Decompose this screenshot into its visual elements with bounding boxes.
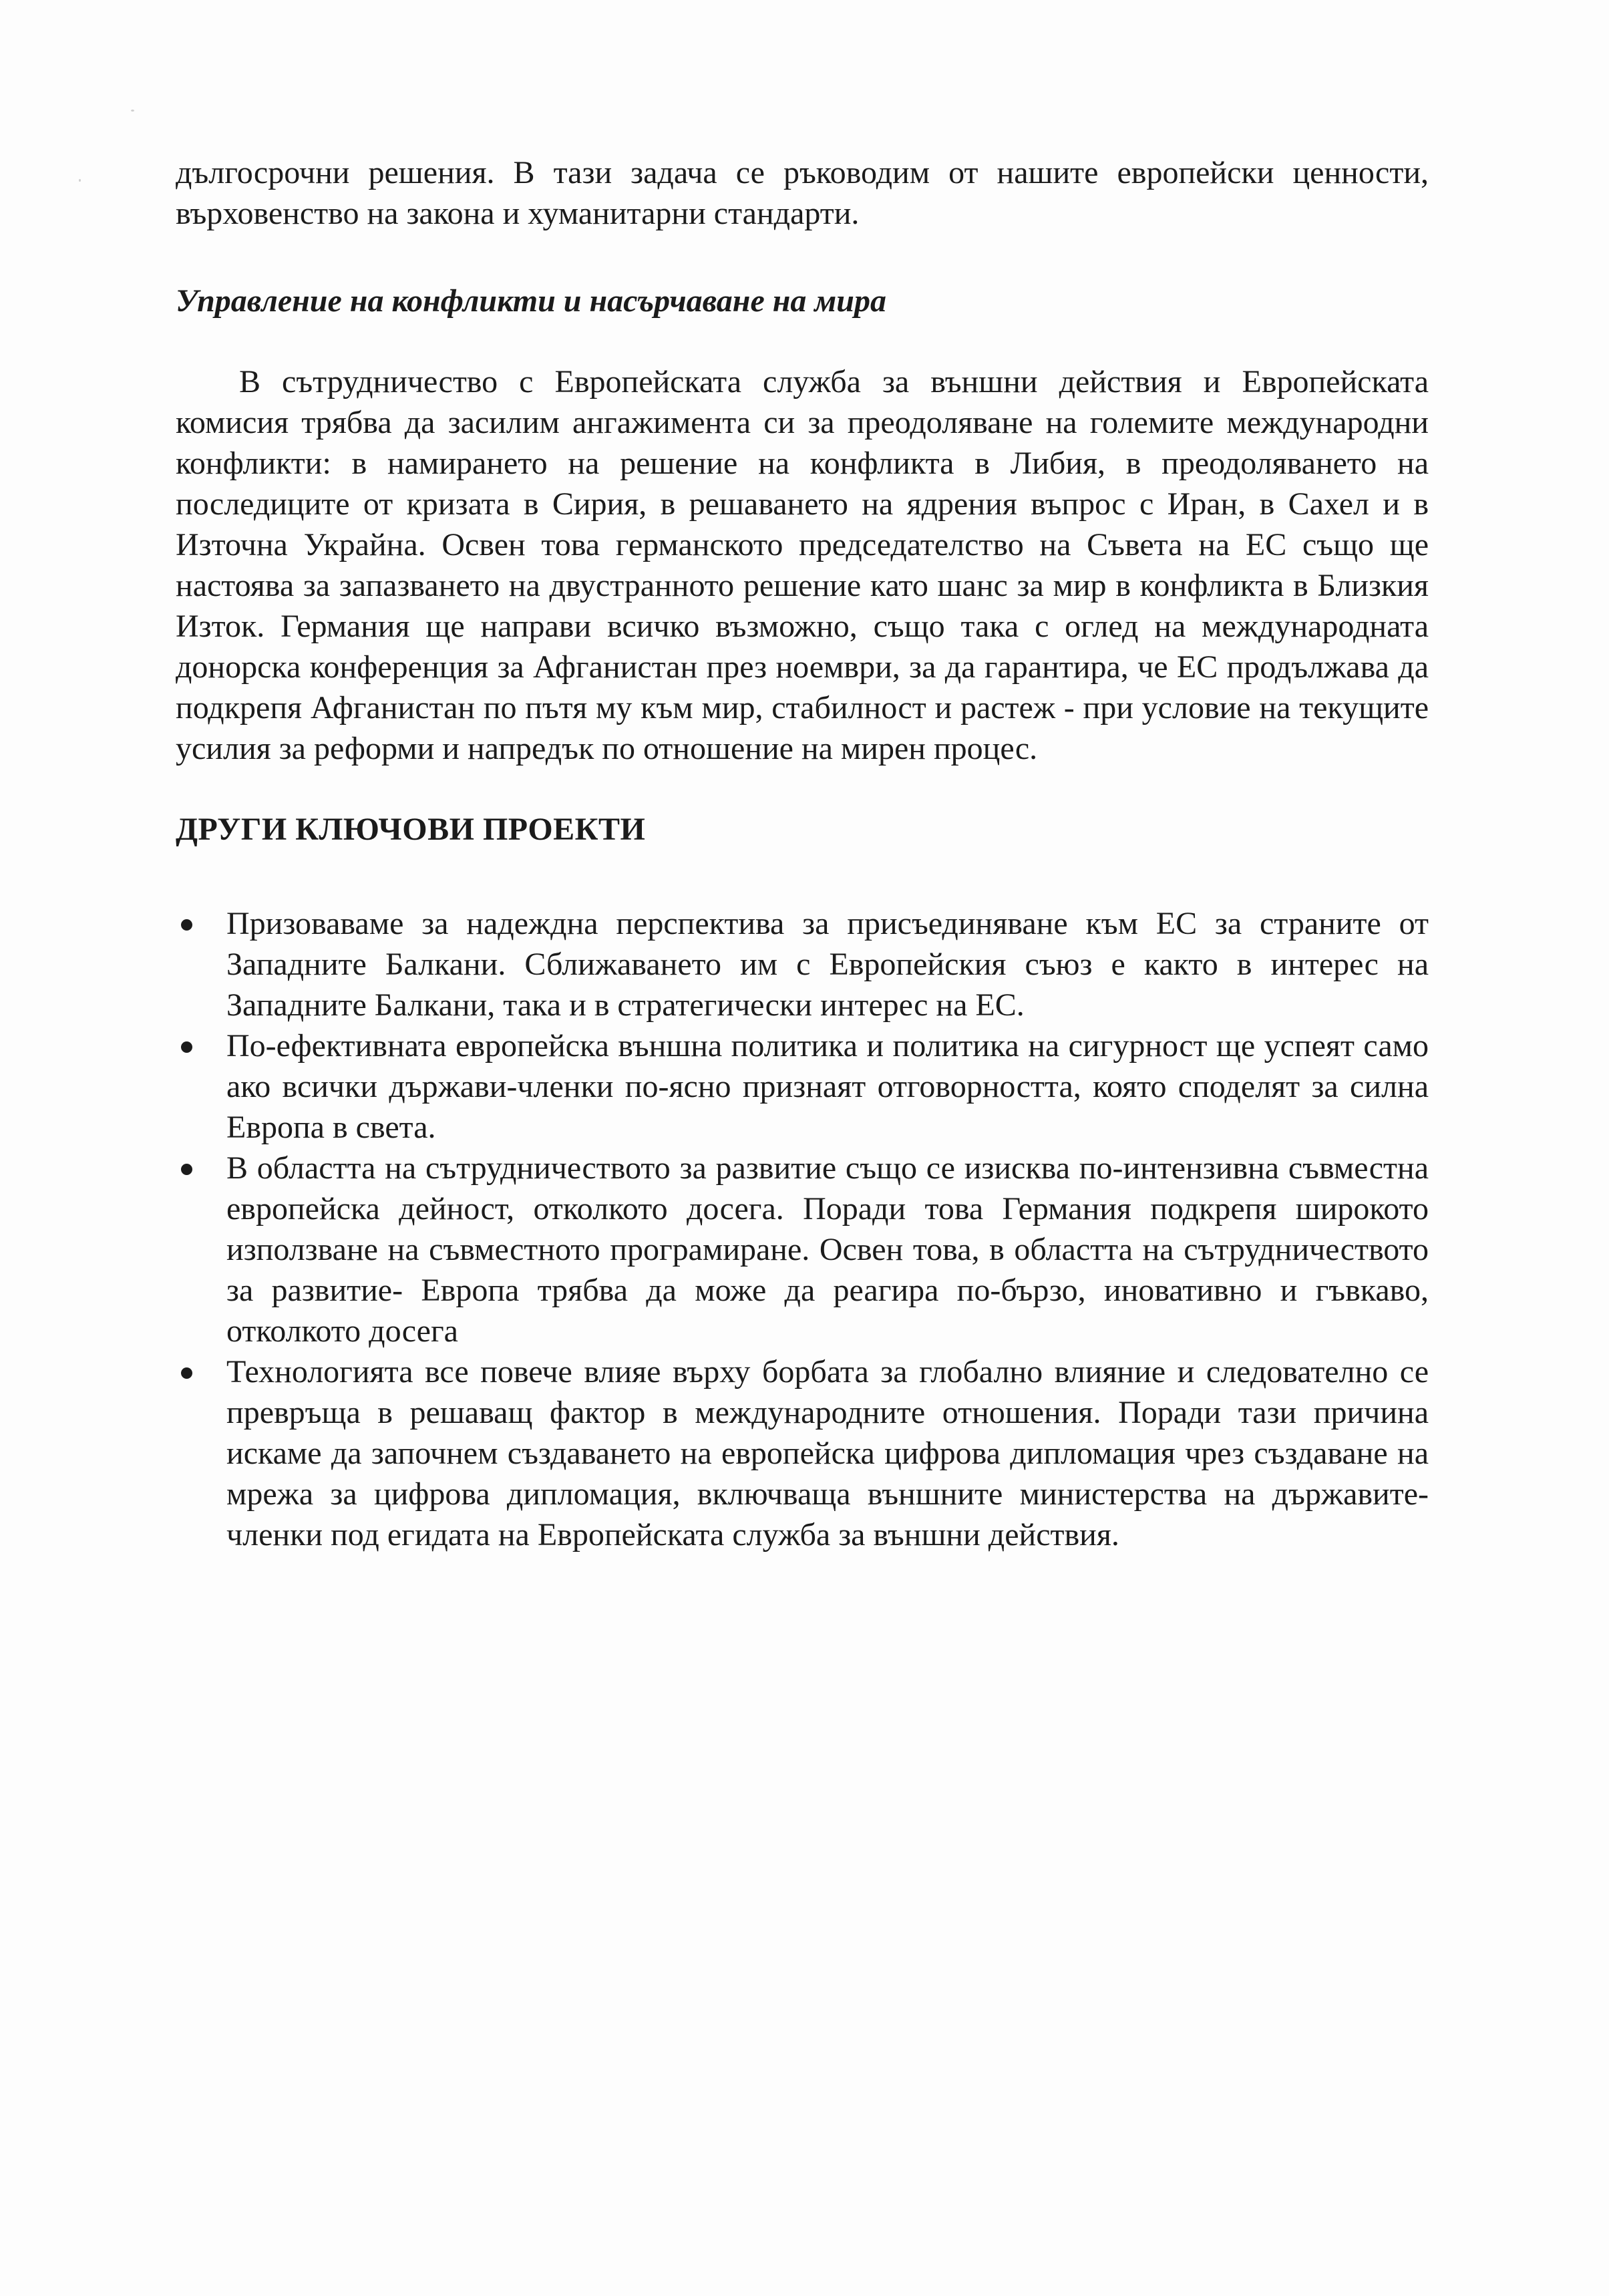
bullet-icon [181, 919, 192, 931]
list-item-text: В областта на сътрудничеството за развитие също се изисква по-интензивна съвместна европейска дейност, отколкото досега. Поради това Германия подкрепя широкото използване на съвместното програмиране. Освен това, в областта на сътрудничеството за развитие- Европа трябва да може да реагира по-бързо, иновативно и гъвкаво, отколкото досега [226, 1150, 1429, 1349]
document-body [176, 152, 1429, 1555]
list-item-text: Технологията все повече влияе върху борбата за глобално влияние и следователно се превръща в решаващ фактор в международните отношения. Поради тази причина искаме да започнем създаването на европейска цифрова дипломация чрез създаване на мрежа за цифрова дипломация, включваща външните министерства на държавите-членки под егидата на Европейската служба за външни действия. [226, 1354, 1429, 1552]
section-heading-other-projects: ДРУГИ КЛЮЧОВИ ПРОЕКТИ [176, 812, 646, 847]
list-item-text: По-ефективната европейска външна политика и политика на сигурност ще успеят само ако всички държави-членки по-ясно признаят отговорността, която споделят за силна Европа в света. [226, 1028, 1429, 1145]
conflict-paragraph: В сътрудничество с Европейската служба за външни действия и Европейската комисия трябва да засилим ангажимента си за преодоляване на големите международни конфликти: в намирането на решение на конфликта в Либия, в преодоляването на последиците от кризата в Сирия, в решаването на ядрения въпрос с Иран, в Сахел и в Източна Украйна. Освен това германското председателство на Съвета на ЕС също ще настоява за запазването на двустранното решение като шанс за мир в конфликта в Близкия Изток. Германия ще направи всичко възможно, също така с оглед на международната донорска конференция за Афганистан през ноември, за да гарантира, че ЕС продължава да подкрепя Афганистан по пътя му към мир, стабилност и растеж - при условие на текущите усилия за реформи и напредък по отношение на мирен процес. [176, 364, 1429, 766]
projects-bullet-list [176, 903, 1429, 1555]
intro-paragraph: дългосрочни решения. В тази задача се ръководим от нашите европейски ценности, върховенство на закона и хуманитарни стандарти. [176, 155, 1429, 231]
list-item [176, 1351, 1429, 1555]
bullet-icon [181, 1367, 192, 1379]
list-item-text: Призоваваме за надеждна перспектива за присъединяване към ЕС за страните от Западните Балкани. Сближаването им с Европейския съюз е както в интерес на Западните Балкани, така и в стратегически интерес на ЕС. [226, 906, 1429, 1023]
list-item [176, 903, 1429, 1025]
bullet-icon [181, 1041, 192, 1053]
subheading-conflict-management: Управление на конфликти и насърчаване на мира [176, 283, 886, 319]
scan-speck [131, 110, 134, 112]
scan-speck [79, 179, 81, 182]
list-item [176, 1025, 1429, 1148]
list-item [176, 1148, 1429, 1351]
bullet-icon [181, 1164, 192, 1175]
